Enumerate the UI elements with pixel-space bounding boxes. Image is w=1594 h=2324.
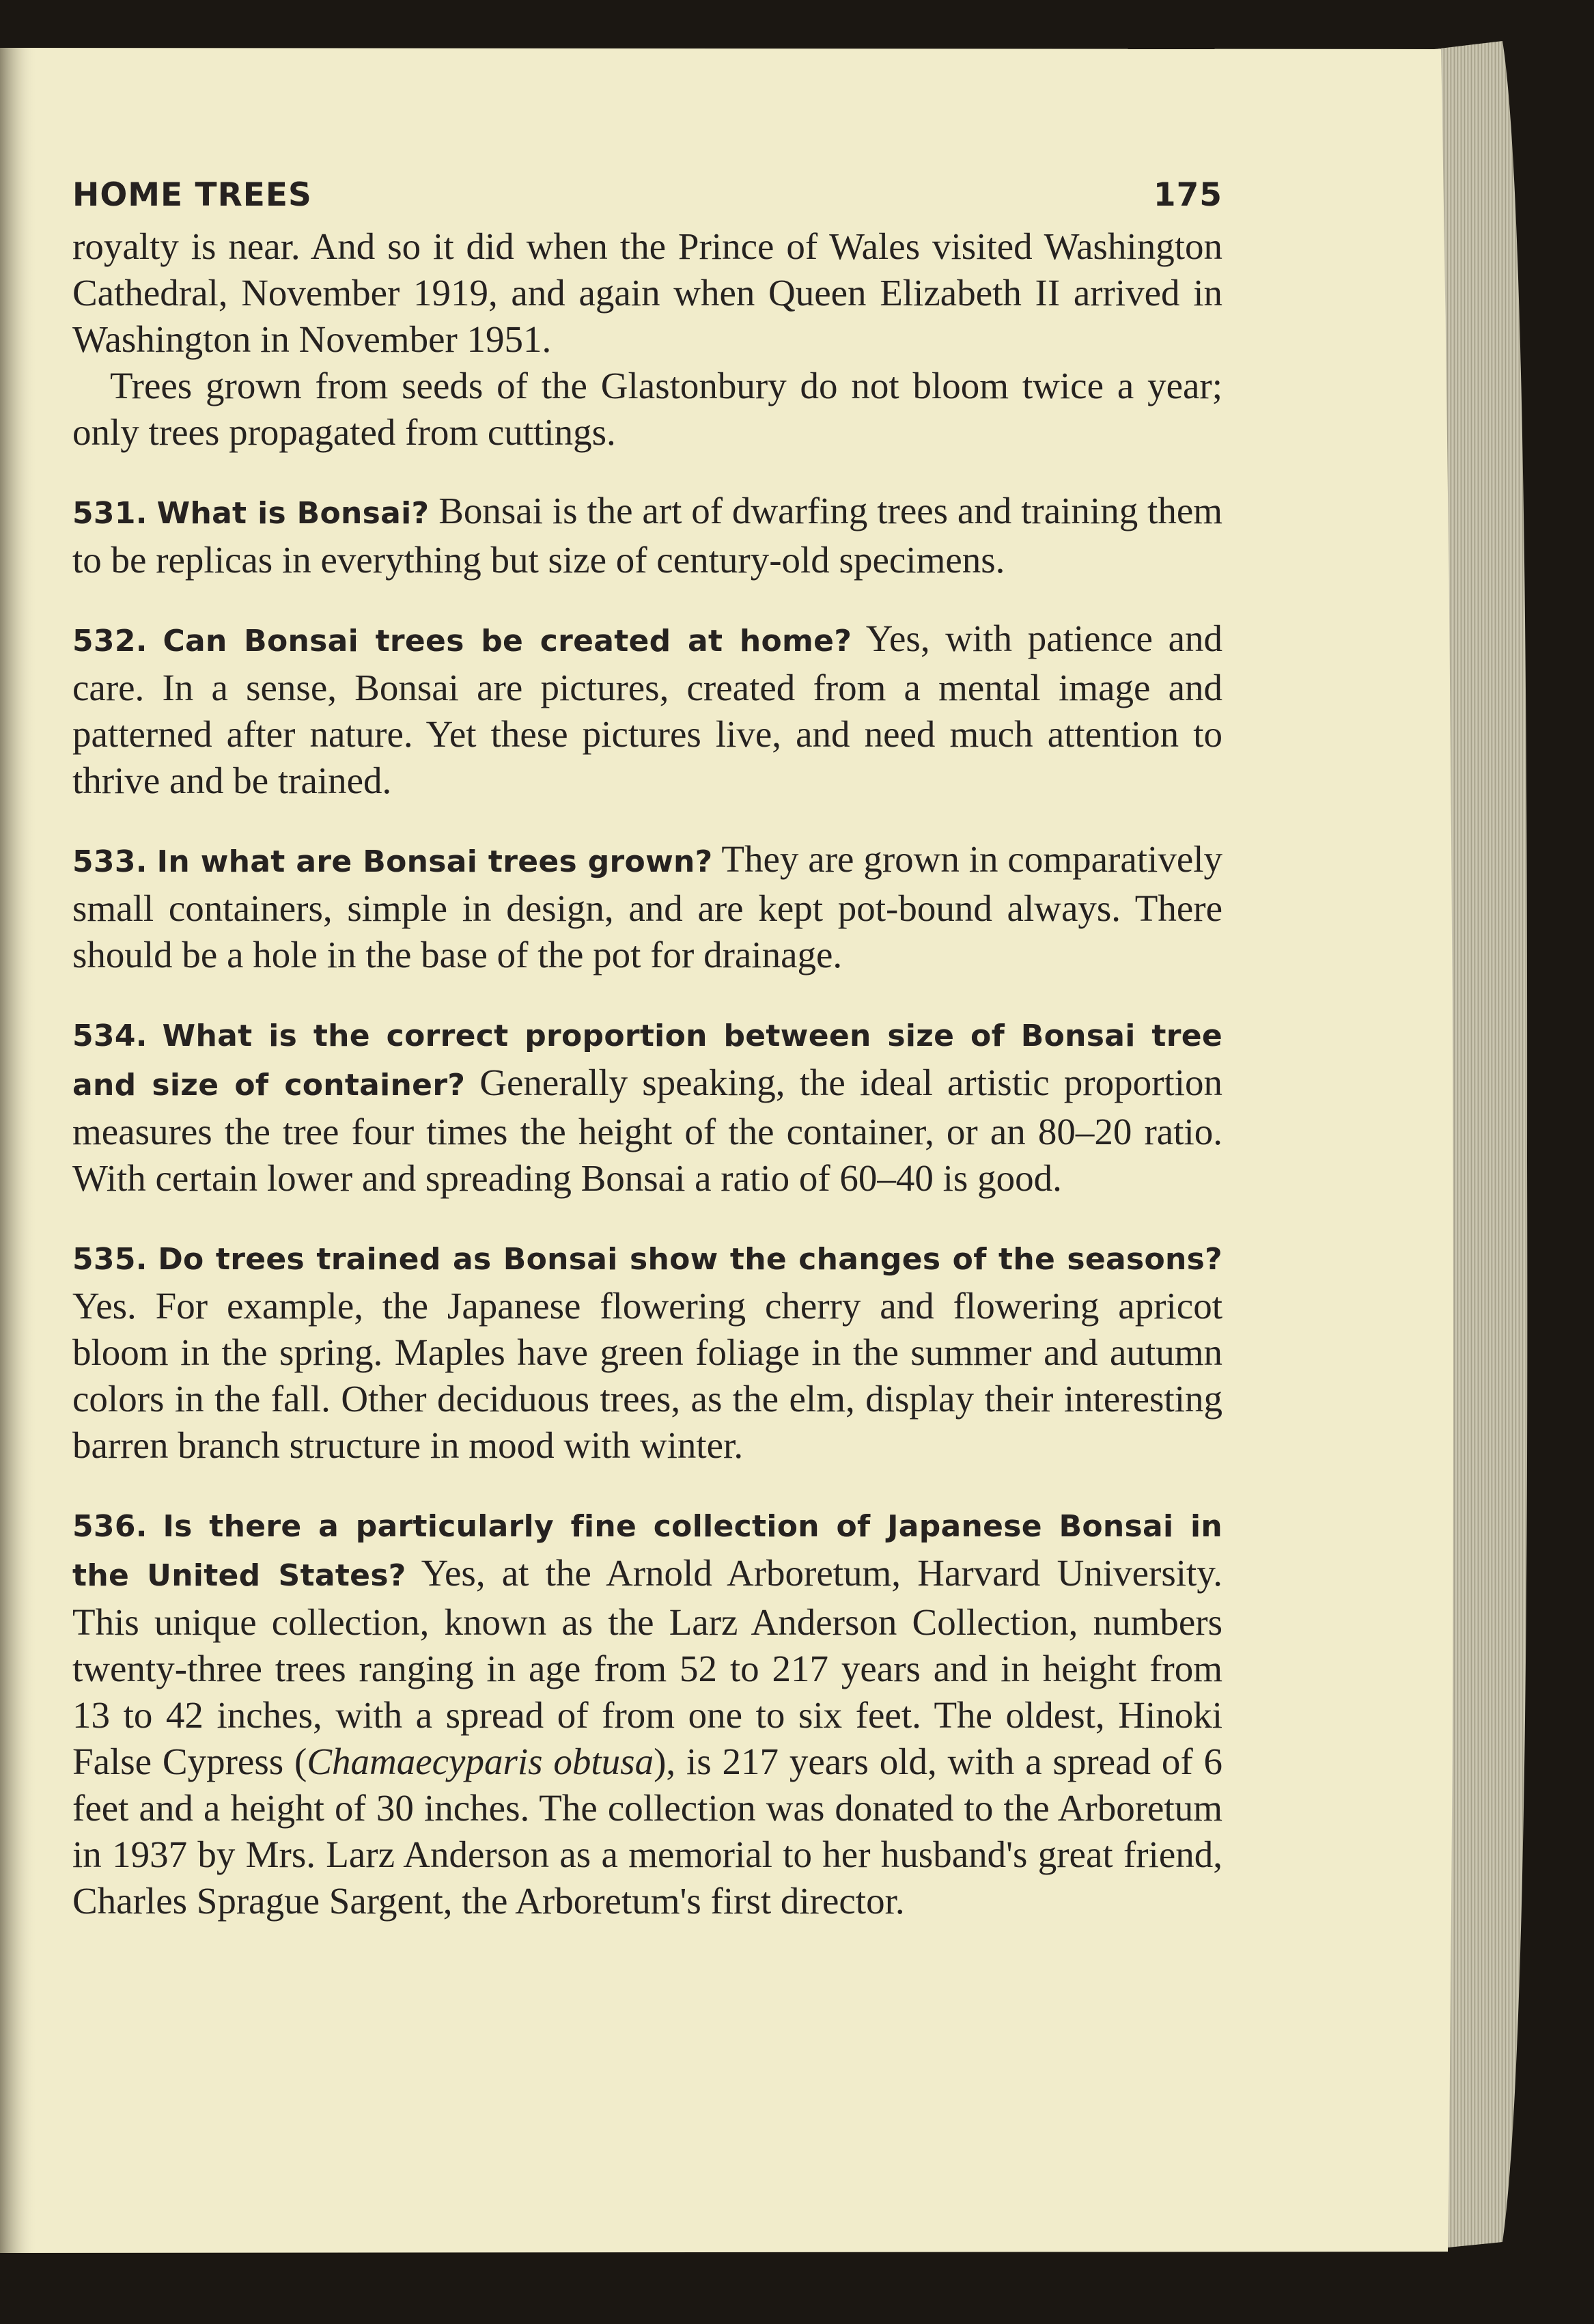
question-answer: Bonsai is the art of dwarfing trees and training them to be replicas in everything but size of century-old specimens. xyxy=(72,490,1223,581)
question-532 xyxy=(72,615,1222,804)
continued-paragraph: royalty is near. And so it did when the Prince of Wales visited Washington Cathedral, November 1919, and again when Queen Elizabeth II arrived in Washington in November 1951. xyxy=(72,225,1222,360)
question-number: 536. xyxy=(72,1509,148,1544)
book-page xyxy=(72,167,1222,1924)
question-number: 531. xyxy=(72,496,148,531)
question-heading: What is the correct proportion between size of Bonsai tree and size of container? xyxy=(72,1019,1222,1103)
botanical-name: Chamaecyparis obtusa xyxy=(307,1741,654,1782)
question-536 xyxy=(72,1501,1222,1924)
section-title: HOME TREES xyxy=(72,176,312,214)
question-heading: Is there a particularly fine collection of Japanese Bonsai in the United States? xyxy=(72,1509,1222,1593)
question-number: 532. xyxy=(72,624,148,659)
glastonbury-paragraph: Trees grown from seeds of the Glastonbury do not bloom twice a year; only trees propagated from cuttings. xyxy=(72,365,1222,453)
question-number: 534. xyxy=(72,1019,148,1053)
page-number: 175 xyxy=(1153,176,1222,214)
question-535 xyxy=(72,1234,1222,1469)
question-533 xyxy=(72,836,1222,978)
question-answer: Yes. For example, the Japanese flowering cherry and flowering apricot bloom in the spring. Maples have green foliage in the summer and autumn colors in the fall. Other deciduous trees, as the elm, display their interesting barren branch structure in mood with winter. xyxy=(72,1285,1222,1466)
question-heading: What is Bonsai? xyxy=(156,496,430,531)
question-heading: In what are Bonsai trees grown? xyxy=(156,844,713,879)
question-531 xyxy=(72,488,1222,583)
question-answer-part-1: Yes, at the Arnold Arboretum, Harvard University. This unique collection, known as the Larz Anderson Collection, numbers twenty-three trees ranging in age from 52 to 217 years and in height from 13 to 42 inches, with a spread of from one to six feet. The oldest, Hinoki False Cypress ( xyxy=(72,1552,1222,1782)
question-number: 533. xyxy=(72,844,148,879)
question-answer: They are grown in comparatively small containers, simple in design, and are kept pot-bound always. There should be a hole in the base of the pot for drainage. xyxy=(72,838,1223,976)
running-head xyxy=(72,167,1222,223)
question-number: 535. xyxy=(72,1242,148,1277)
question-heading: Do trees trained as Bonsai show the changes of the seasons? xyxy=(158,1242,1222,1277)
question-heading: Can Bonsai trees be created at home? xyxy=(163,624,852,659)
question-answer-part-2: ), is 217 years old, with a spread of 6 feet and a height of 30 inches. The collection was donated to the Arboretum in 1937 by Mrs. Larz Anderson as a memorial to her husband's great friend, Charles Sprague Sargent, the Arboretum's first director. xyxy=(72,1741,1222,1922)
question-534 xyxy=(72,1010,1222,1202)
question-answer: Yes, with patience and care. In a sense, Bonsai are pictures, created from a mental image and patterned after nature. Yet these pictures live, and need much attention to thrive and be trained. xyxy=(72,618,1222,801)
question-answer: Generally speaking, the ideal artistic proportion measures the tree four times the height of the container, or an 80–20 ratio. With certain lower and spreading Bonsai a ratio of 60–40 is good. xyxy=(72,1062,1222,1199)
